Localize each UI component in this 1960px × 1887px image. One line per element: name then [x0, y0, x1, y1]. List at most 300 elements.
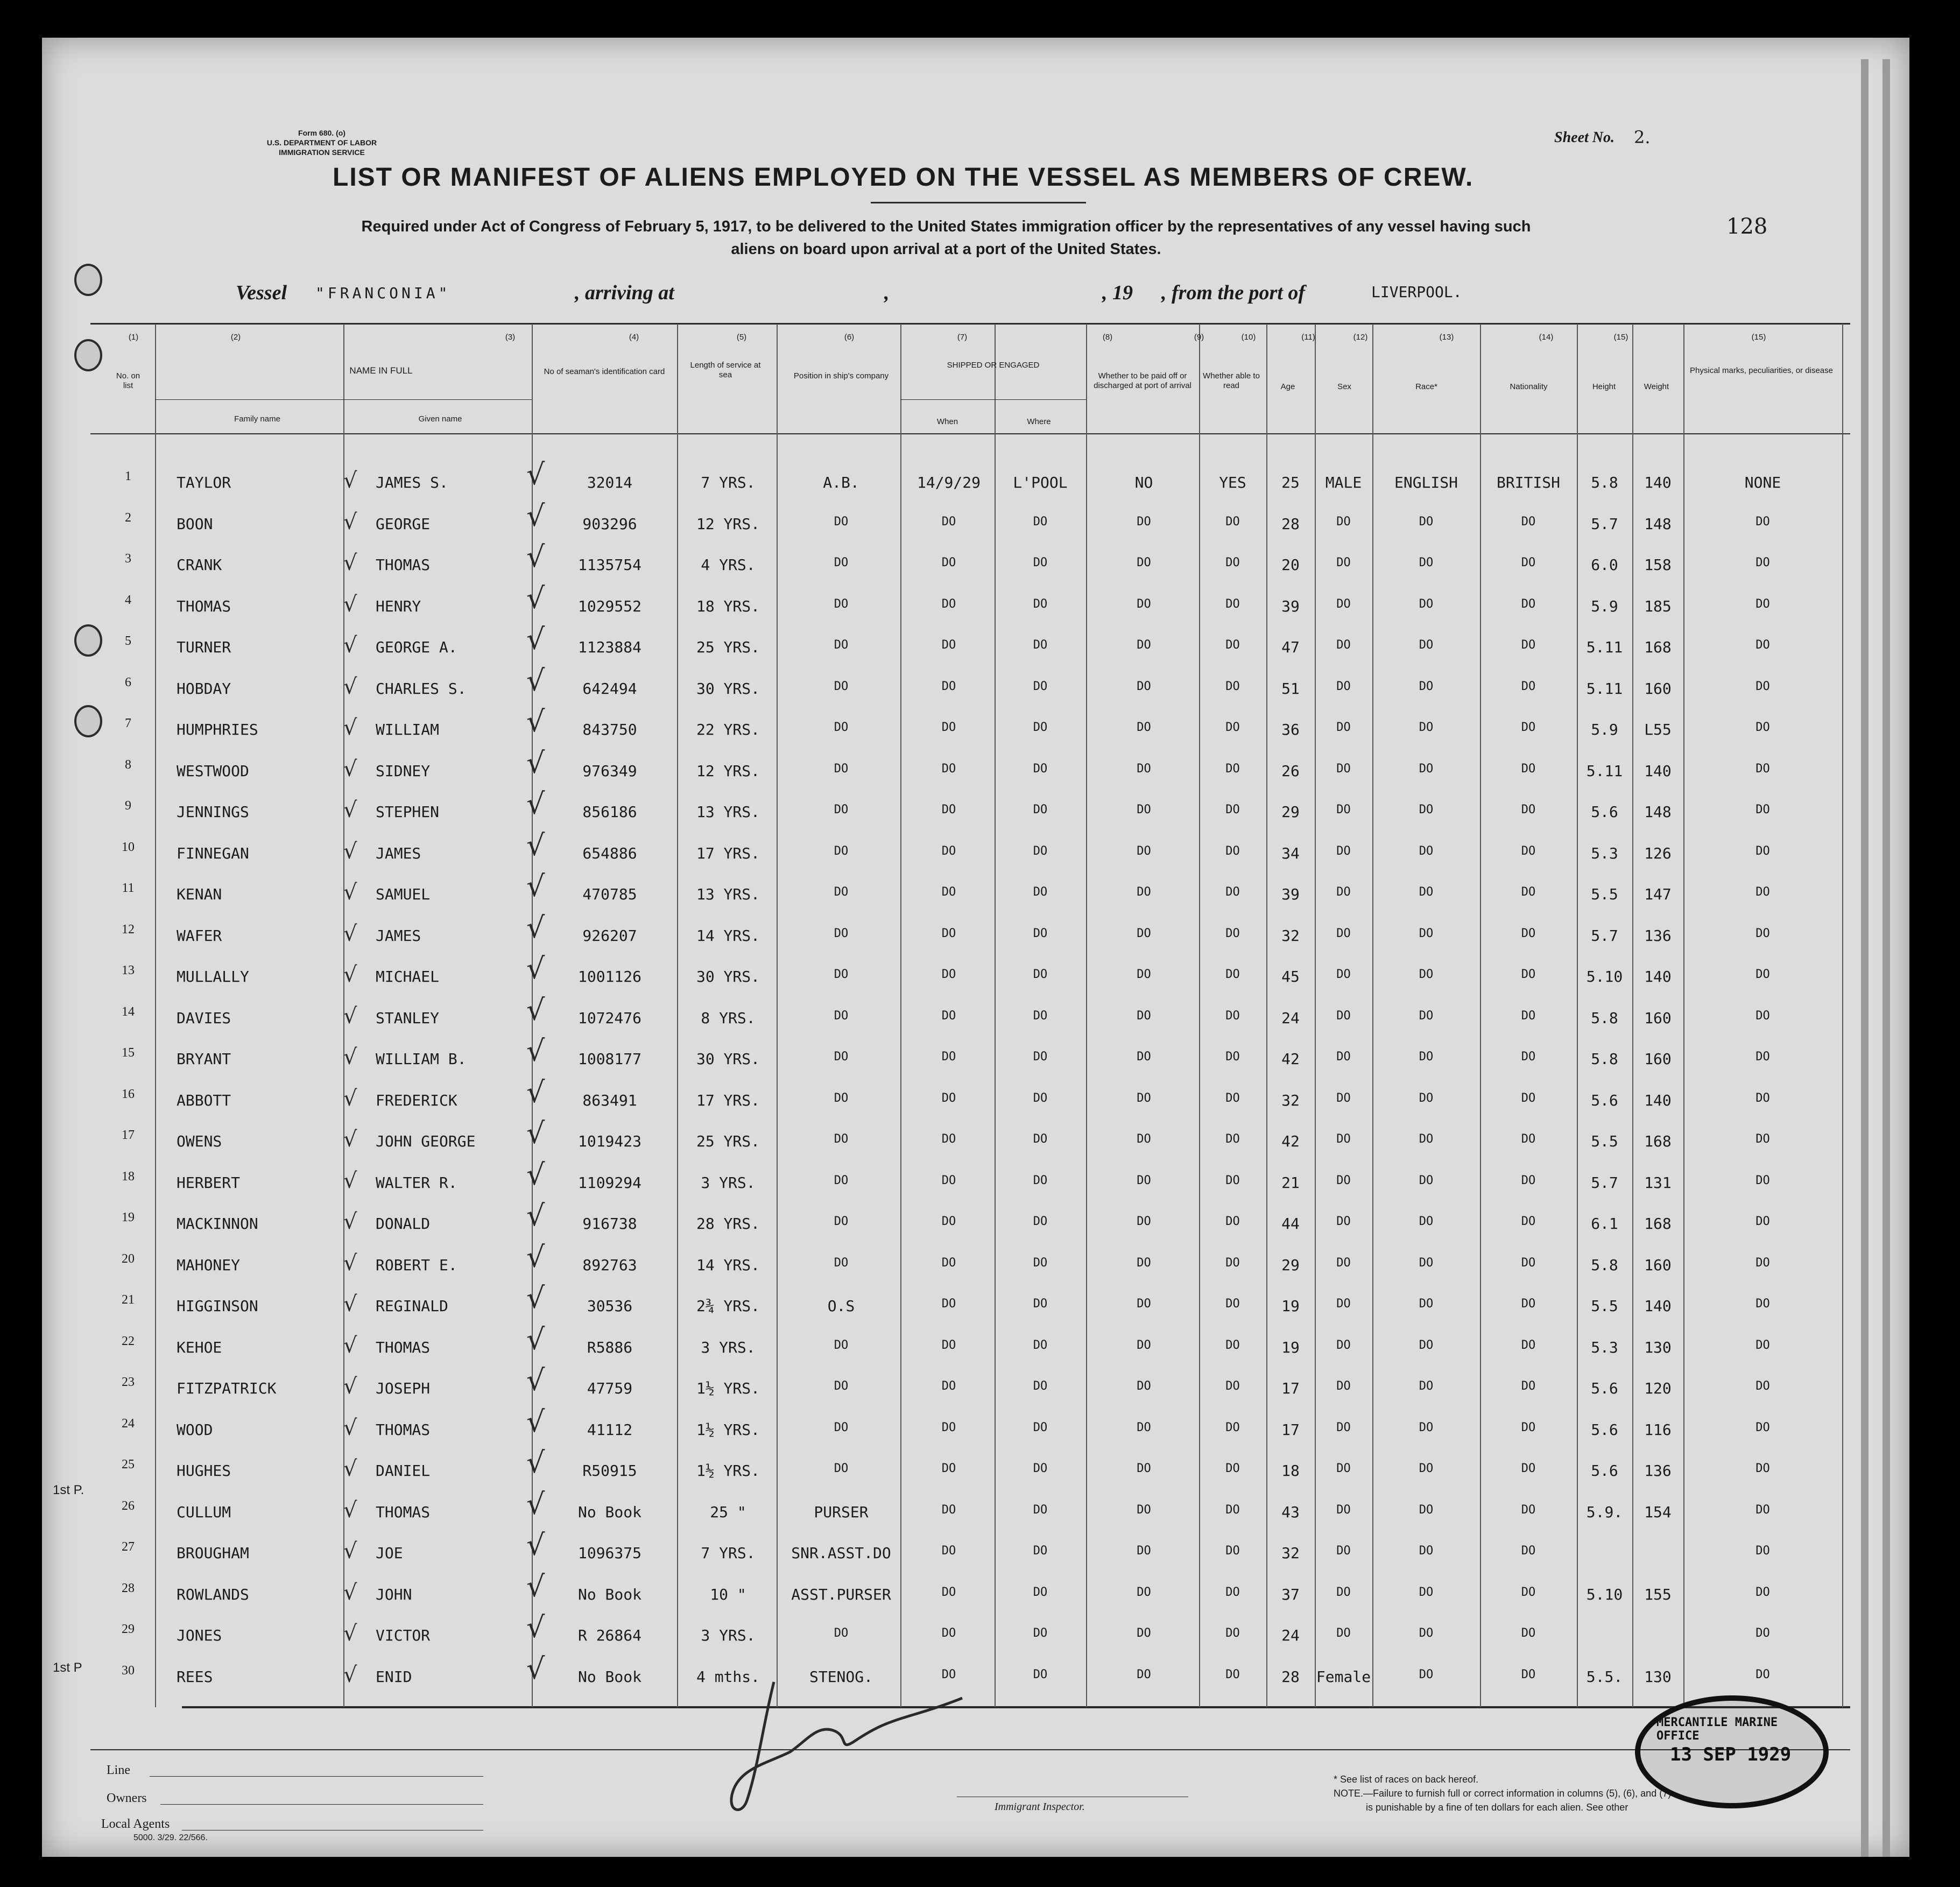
cell-family: HOBDAY	[177, 679, 231, 698]
cell-read: DO	[1225, 926, 1240, 940]
cell-family: THOMAS	[177, 597, 231, 615]
cell-marks: DO	[1755, 1379, 1770, 1393]
cell-family: WOOD	[177, 1420, 213, 1439]
cell-marks: DO	[1755, 1091, 1770, 1105]
column-number: (6)	[844, 333, 855, 342]
check-mark-icon: √	[343, 1497, 357, 1523]
cell-age: 43	[1281, 1503, 1300, 1521]
cell-given: STEPHEN	[376, 803, 440, 821]
inspector-signature	[709, 1660, 1011, 1822]
cell-service: 28 YRS.	[696, 1215, 760, 1233]
cell-where: DO	[1033, 1050, 1048, 1064]
cell-paid: DO	[1137, 1173, 1151, 1187]
check-mark-icon: √	[526, 581, 545, 615]
cell-sex: DO	[1336, 1503, 1351, 1517]
cell-height: 5.6	[1591, 1379, 1618, 1397]
cell-age: 45	[1281, 968, 1300, 985]
cell-family: KEHOE	[177, 1338, 222, 1356]
cell-card: 976349	[582, 762, 637, 780]
cell-where: L'POOL	[1013, 474, 1068, 491]
cell-paid: DO	[1137, 1256, 1151, 1270]
cell-nat: DO	[1521, 515, 1536, 529]
cell-weight: 130	[1644, 1667, 1672, 1686]
cell-race: DO	[1419, 1009, 1434, 1023]
cell-service: 12 YRS.	[696, 762, 760, 780]
row-number: 14	[122, 1004, 135, 1019]
cell-service: 13 YRS.	[696, 885, 760, 903]
cell-sex: DO	[1336, 1009, 1351, 1023]
cell-family: DAVIES	[177, 1009, 231, 1027]
cell-paid: DO	[1137, 803, 1151, 816]
cell-card: R50915	[582, 1462, 637, 1480]
check-mark-icon: √	[526, 1240, 545, 1274]
row-number: 25	[122, 1458, 135, 1471]
cell-card: 1096375	[577, 1544, 641, 1562]
cell-when: DO	[941, 1173, 956, 1187]
cell-height: 5.9.	[1586, 1503, 1623, 1521]
cell-age: 34	[1281, 844, 1300, 862]
cell-height: 5.8	[1591, 1009, 1618, 1027]
cell-sex: DO	[1336, 1215, 1351, 1228]
cell-service: 14 YRS.	[696, 1256, 760, 1274]
cell-age: 36	[1281, 721, 1300, 738]
cell-paid: DO	[1137, 1503, 1151, 1517]
cell-card: 32014	[587, 474, 633, 491]
cell-age: 26	[1281, 762, 1300, 780]
cell-read: DO	[1225, 1420, 1240, 1434]
cell-card: 916738	[582, 1215, 637, 1233]
header-family-name: Family name	[234, 414, 280, 424]
cell-height: 6.0	[1591, 556, 1618, 574]
cell-given: SAMUEL	[376, 885, 431, 903]
cell-nat: DO	[1521, 1379, 1536, 1393]
cell-where: DO	[1033, 1091, 1048, 1105]
row-number: 5	[125, 634, 131, 648]
cell-age: 29	[1281, 803, 1300, 821]
check-mark-icon: √	[343, 839, 357, 864]
cell-age: 28	[1281, 515, 1300, 533]
cell-card: 1019423	[577, 1132, 641, 1150]
cell-read: DO	[1225, 1627, 1240, 1640]
cell-when: DO	[941, 1503, 956, 1517]
cell-marks: DO	[1755, 844, 1770, 858]
cell-nat: DO	[1521, 968, 1536, 981]
cell-age: 24	[1281, 1009, 1300, 1027]
cell-read: DO	[1225, 1338, 1240, 1352]
cell-paid: DO	[1137, 1009, 1151, 1023]
cell-age: 37	[1281, 1585, 1300, 1603]
stamp-date: 13 SEP 1929	[1670, 1744, 1792, 1765]
cell-nat: DO	[1521, 885, 1536, 899]
cell-family: FINNEGAN	[177, 844, 249, 862]
cell-marks: DO	[1755, 1338, 1770, 1352]
name-subheader-rule	[155, 399, 532, 400]
cell-age: 47	[1281, 638, 1300, 656]
cell-weight: 140	[1644, 474, 1672, 491]
cell-when: DO	[941, 1420, 956, 1434]
check-mark-icon: √	[343, 509, 357, 534]
row-number: 21	[122, 1293, 135, 1307]
header-height: Height	[1592, 382, 1616, 391]
cell-weight: 140	[1644, 1297, 1672, 1315]
cell-race: DO	[1419, 1215, 1434, 1228]
cell-service: 1½ YRS.	[696, 1420, 760, 1439]
cell-given: JAMES	[376, 844, 421, 862]
cell-given: SIDNEY	[376, 762, 431, 780]
cell-service: 7 YRS.	[701, 1544, 756, 1562]
cell-where: DO	[1033, 1379, 1048, 1393]
cell-position: DO	[834, 721, 849, 734]
cell-paid: DO	[1137, 556, 1151, 569]
cell-position: DO	[834, 803, 849, 816]
cell-given: JOHN	[376, 1585, 412, 1603]
footer-note-races: * See list of races on back hereof.	[1334, 1774, 1479, 1785]
cell-paid: DO	[1137, 1627, 1151, 1640]
header-age: Age	[1280, 382, 1295, 391]
cell-when: DO	[941, 1667, 956, 1681]
cell-marks: DO	[1755, 968, 1770, 981]
cell-marks: DO	[1755, 1173, 1770, 1187]
row-number: 19	[122, 1210, 135, 1224]
check-mark-icon: √	[343, 1209, 357, 1234]
cell-nat: DO	[1521, 1667, 1536, 1681]
cell-given: WILLIAM	[376, 721, 440, 738]
cell-weight: 120	[1644, 1379, 1672, 1397]
row-number: 3	[125, 552, 131, 566]
cell-weight: 140	[1644, 1091, 1672, 1109]
column-number: (8)	[1102, 333, 1113, 342]
check-mark-icon: √	[343, 1127, 357, 1152]
cell-marks: DO	[1755, 1462, 1770, 1475]
cell-marks: DO	[1755, 1585, 1770, 1599]
check-mark-icon: √	[343, 592, 357, 617]
cell-read: DO	[1225, 1091, 1240, 1105]
cell-position: DO	[834, 1256, 849, 1270]
subtitle	[220, 215, 1673, 260]
cell-position: DO	[834, 638, 849, 652]
check-mark-icon: √	[526, 952, 545, 985]
cell-card: 1001126	[577, 968, 641, 985]
cell-marks: DO	[1755, 1050, 1770, 1064]
cell-where: DO	[1033, 638, 1048, 652]
cell-read: DO	[1225, 679, 1240, 693]
cell-read: DO	[1225, 1215, 1240, 1228]
cell-family: CULLUM	[177, 1503, 231, 1521]
cell-position: DO	[834, 556, 849, 569]
cell-position: DO	[834, 1379, 849, 1393]
cell-paid: DO	[1137, 597, 1151, 611]
cell-weight: 155	[1644, 1585, 1672, 1603]
cell-height: 5.11	[1586, 638, 1623, 656]
cell-nat: DO	[1521, 1132, 1536, 1146]
cell-paid: DO	[1137, 1338, 1151, 1352]
cell-read: YES	[1219, 474, 1246, 491]
check-mark-icon: √	[343, 1333, 357, 1358]
check-mark-icon: √	[343, 921, 357, 946]
cell-when: DO	[941, 926, 956, 940]
check-mark-icon: √	[343, 1539, 357, 1564]
cell-where: DO	[1033, 1420, 1048, 1434]
row-number: 27	[122, 1540, 135, 1554]
cell-given: WALTER R.	[376, 1173, 457, 1192]
cell-card: No Book	[577, 1503, 641, 1521]
cell-sex: MALE	[1325, 474, 1362, 491]
check-mark-icon: √	[343, 1374, 357, 1399]
cell-service: 8 YRS.	[701, 1009, 756, 1027]
check-mark-icon: √	[343, 551, 357, 575]
cell-race: DO	[1419, 1091, 1434, 1105]
binder-hole	[74, 624, 102, 657]
cell-race: DO	[1419, 762, 1434, 776]
cell-given: THOMAS	[376, 1420, 431, 1439]
cell-family: WAFER	[177, 926, 222, 945]
check-mark-icon: √	[526, 1199, 545, 1233]
check-mark-icon: √	[526, 1446, 545, 1480]
cell-sex: DO	[1336, 1173, 1351, 1187]
cell-nat: DO	[1521, 844, 1536, 858]
cell-where: DO	[1033, 1009, 1048, 1023]
cell-given: ROBERT E.	[376, 1256, 457, 1274]
cell-race: DO	[1419, 1256, 1434, 1270]
binder-hole	[74, 705, 102, 737]
cell-sex: DO	[1336, 762, 1351, 776]
binder-hole	[74, 339, 102, 371]
check-mark-icon: √	[526, 622, 545, 656]
row-number: 12	[122, 922, 135, 937]
shipped-subheader-rule	[900, 399, 1086, 400]
cell-paid: DO	[1137, 1091, 1151, 1105]
cell-family: CRANK	[177, 556, 222, 574]
footer-note-penalty: NOTE.—Failure to furnish full or correct information in columns (5), (6), and (7)	[1334, 1788, 1672, 1799]
cell-card: 30536	[587, 1297, 633, 1315]
cell-card: 470785	[582, 885, 637, 903]
cell-weight: 148	[1644, 803, 1672, 821]
cell-family: REES	[177, 1667, 213, 1686]
cell-sex: DO	[1336, 1338, 1351, 1352]
cell-paid: DO	[1137, 638, 1151, 652]
cell-service: 30 YRS.	[696, 679, 760, 698]
cell-when: DO	[941, 968, 956, 981]
cell-age: 18	[1281, 1462, 1300, 1480]
check-mark-icon: √	[526, 1281, 545, 1315]
cell-read: DO	[1225, 762, 1240, 776]
cell-paid: DO	[1137, 1215, 1151, 1228]
cell-position: DO	[834, 1173, 849, 1187]
cell-when: 14/9/29	[916, 474, 981, 491]
cell-card: 47759	[587, 1379, 633, 1397]
cell-where: DO	[1033, 556, 1048, 569]
cell-read: DO	[1225, 515, 1240, 529]
cell-marks: DO	[1755, 803, 1770, 816]
cell-race: DO	[1419, 1462, 1434, 1475]
cell-nat: DO	[1521, 1297, 1536, 1311]
column-number: (13)	[1439, 333, 1454, 342]
cell-age: 32	[1281, 926, 1300, 945]
cell-paid: DO	[1137, 968, 1151, 981]
cell-paid: DO	[1137, 1585, 1151, 1599]
cell-race: DO	[1419, 1050, 1434, 1064]
cell-given: ENID	[376, 1667, 412, 1686]
cell-position: STENOG.	[809, 1667, 873, 1686]
header-id-card: No of seaman's identification card	[544, 367, 665, 376]
subtitle-line-1: Required under Act of Congress of February 5, 1917, to be delivered to the United States immigration officer by the representatives of any vessel having such	[361, 218, 1531, 235]
cell-paid: DO	[1137, 1462, 1151, 1475]
cell-given: THOMAS	[376, 556, 431, 574]
check-mark-icon: √	[526, 663, 545, 698]
cell-sex: DO	[1336, 597, 1351, 611]
cell-height: 6.1	[1591, 1215, 1618, 1233]
cell-weight: 136	[1644, 926, 1672, 945]
cell-nat: BRITISH	[1496, 474, 1560, 491]
cell-when: DO	[941, 638, 956, 652]
cell-marks: DO	[1755, 638, 1770, 652]
row-number: 10	[122, 840, 135, 854]
check-mark-icon: √	[526, 745, 545, 780]
cell-weight: 185	[1644, 597, 1672, 615]
subtitle-line-2: aliens on board upon arrival at a port of the United States.	[731, 241, 1161, 258]
row-number: 2	[125, 510, 131, 525]
cell-age: 42	[1281, 1132, 1300, 1150]
cell-family: HUMPHRIES	[177, 721, 258, 738]
column-rule	[1842, 324, 1843, 1707]
line-field-rule	[150, 1776, 483, 1777]
cell-height: 5.7	[1591, 926, 1618, 945]
check-mark-icon: √	[343, 1045, 357, 1069]
cell-position: DO	[834, 1009, 849, 1023]
cell-sex: DO	[1336, 1544, 1351, 1558]
cell-age: 32	[1281, 1091, 1300, 1109]
cell-read: DO	[1225, 1009, 1240, 1023]
cell-sex: DO	[1336, 885, 1351, 899]
cell-service: 18 YRS.	[696, 597, 760, 615]
cell-service: 14 YRS.	[696, 926, 760, 945]
cell-nat: DO	[1521, 638, 1536, 652]
cell-sex: DO	[1336, 968, 1351, 981]
cell-position: DO	[834, 679, 849, 693]
check-mark-icon: √	[526, 1157, 545, 1192]
header-nationality: Nationality	[1510, 382, 1548, 391]
cell-family: HUGHES	[177, 1462, 231, 1480]
cell-card: 1008177	[577, 1050, 641, 1068]
form-number: Form 680. (o)	[298, 129, 346, 137]
row-number: 26	[122, 1498, 135, 1513]
cell-family: HERBERT	[177, 1173, 241, 1192]
cell-given: GEORGE	[376, 515, 431, 533]
cell-when: DO	[941, 1132, 956, 1146]
manifest-sheet	[42, 38, 1909, 1857]
cell-marks: DO	[1755, 1544, 1770, 1558]
cell-position: ASST.PURSER	[791, 1585, 891, 1603]
cell-paid: DO	[1137, 1420, 1151, 1434]
cell-read: DO	[1225, 597, 1240, 611]
table-top-rule	[90, 323, 1850, 325]
cell-family: BOON	[177, 515, 213, 533]
cell-sex: DO	[1336, 844, 1351, 858]
cell-height: 5.6	[1591, 1091, 1618, 1109]
cell-given: THOMAS	[376, 1503, 431, 1521]
inspector-label: Immigrant Inspector.	[995, 1801, 1085, 1813]
cell-paid: DO	[1137, 1132, 1151, 1146]
cell-paid: DO	[1137, 926, 1151, 940]
cell-race: DO	[1419, 597, 1434, 611]
check-mark-icon: √	[343, 1580, 357, 1605]
column-number: (12)	[1353, 333, 1368, 342]
cell-given: HENRY	[376, 597, 421, 615]
cell-family: FITZPATRICK	[177, 1379, 277, 1397]
cell-when: DO	[941, 1462, 956, 1475]
check-mark-icon: √	[526, 705, 545, 738]
cell-service: 4 mths.	[696, 1667, 760, 1686]
arriving-label: , arriving at	[575, 281, 674, 304]
cell-weight: 116	[1644, 1420, 1672, 1439]
cell-marks: DO	[1755, 1297, 1770, 1311]
sheet-label: Sheet No.	[1554, 129, 1614, 146]
page-edge-strip	[1861, 59, 1869, 1857]
cell-sex: DO	[1336, 803, 1351, 816]
cell-sex: Female	[1316, 1667, 1371, 1686]
cell-marks: DO	[1755, 1256, 1770, 1270]
footer-agents-label: Local Agents	[101, 1817, 170, 1831]
cell-family: ABBOTT	[177, 1091, 231, 1109]
cell-sex: DO	[1336, 1627, 1351, 1640]
cell-read: DO	[1225, 1050, 1240, 1064]
cell-race: DO	[1419, 1132, 1434, 1146]
cell-height: 5.11	[1586, 679, 1623, 698]
cell-where: DO	[1033, 1297, 1048, 1311]
cell-height: 5.5	[1591, 885, 1618, 903]
cell-given: THOMAS	[376, 1338, 431, 1356]
cell-weight: 140	[1644, 762, 1672, 780]
check-mark-icon: √	[526, 1487, 545, 1521]
cell-card: 892763	[582, 1256, 637, 1274]
cell-sex: DO	[1336, 1585, 1351, 1599]
cell-age: 19	[1281, 1297, 1300, 1315]
cell-height: 5.3	[1591, 1338, 1618, 1356]
column-number: (11)	[1301, 333, 1315, 342]
comma: ,	[884, 281, 890, 304]
cell-card: No Book	[577, 1585, 641, 1603]
cell-family: TAYLOR	[177, 474, 231, 491]
cell-card: 856186	[582, 803, 637, 821]
cell-where: DO	[1033, 1585, 1048, 1599]
vessel-label: Vessel	[236, 281, 287, 304]
cell-age: 39	[1281, 885, 1300, 903]
cell-when: DO	[941, 556, 956, 569]
cell-when: DO	[941, 515, 956, 529]
cell-sex: DO	[1336, 1132, 1351, 1146]
cell-service: 1½ YRS.	[696, 1462, 760, 1480]
cell-race: DO	[1419, 721, 1434, 734]
header-race: Race*	[1415, 382, 1437, 391]
cell-given: JAMES S.	[376, 474, 448, 491]
cell-given: CHARLES S.	[376, 679, 467, 698]
cell-position: DO	[834, 1627, 849, 1640]
cell-where: DO	[1033, 515, 1048, 529]
cell-race: DO	[1419, 1173, 1434, 1187]
header-able-to-read: Whether able to read	[1203, 371, 1260, 390]
footer-note-fine: is punishable by a fine of ten dollars for each alien. See other	[1366, 1802, 1628, 1813]
footer-owners-label: Owners	[107, 1791, 147, 1805]
cell-nat: DO	[1521, 1462, 1536, 1475]
cell-given: DANIEL	[376, 1462, 431, 1480]
cell-marks: DO	[1755, 762, 1770, 776]
check-mark-icon: √	[526, 1322, 545, 1356]
page-edge-strip	[1883, 59, 1890, 1857]
cell-paid: DO	[1137, 885, 1151, 899]
department: U.S. DEPARTMENT OF LABOR	[266, 138, 377, 147]
check-mark-icon: √	[526, 828, 545, 862]
cell-marks: DO	[1755, 1420, 1770, 1434]
